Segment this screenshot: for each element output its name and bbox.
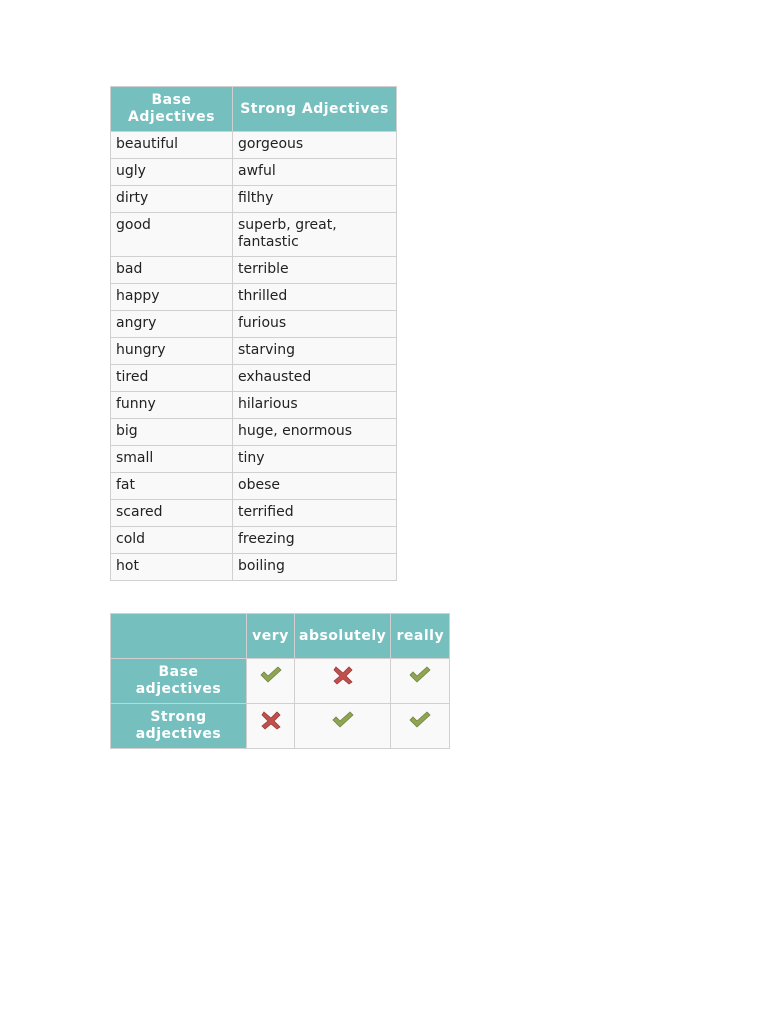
usage-cell-really xyxy=(391,704,450,749)
table-row xyxy=(111,446,397,473)
base-adjective-cell: scared xyxy=(111,500,233,527)
base-adjective-cell: cold xyxy=(111,527,233,554)
base-adjective-cell: fat xyxy=(111,473,233,500)
base-adjective-cell: bad xyxy=(111,257,233,284)
base-adjective-cell: ugly xyxy=(111,159,233,186)
check-icon xyxy=(259,665,283,685)
strong-adjective-cell: freezing xyxy=(233,527,397,554)
usage-cell-absolutely xyxy=(295,704,391,749)
table-row xyxy=(111,419,397,446)
table-row xyxy=(111,704,450,749)
base-adjective-cell: happy xyxy=(111,284,233,311)
table-row xyxy=(111,284,397,311)
header-base-adjectives: Base Adjectives xyxy=(111,87,233,132)
table-row xyxy=(111,365,397,392)
strong-adjective-cell: huge, enormous xyxy=(233,419,397,446)
base-adjective-cell: big xyxy=(111,419,233,446)
header-absolutely: absolutely xyxy=(295,614,391,659)
usage-header-row xyxy=(111,614,450,659)
table-row xyxy=(111,554,397,581)
base-adjective-cell: beautiful xyxy=(111,132,233,159)
strong-adjective-cell: terrified xyxy=(233,500,397,527)
base-adjective-cell: angry xyxy=(111,311,233,338)
table-row xyxy=(111,659,450,704)
table-row xyxy=(111,132,397,159)
strong-adjective-cell: gorgeous xyxy=(233,132,397,159)
adjectives-table xyxy=(110,86,397,581)
table-row xyxy=(111,213,397,257)
adjectives-body xyxy=(111,132,397,581)
base-adjective-cell: funny xyxy=(111,392,233,419)
usage-body xyxy=(111,659,450,749)
check-icon xyxy=(408,710,432,730)
adjectives-header-row xyxy=(111,87,397,132)
table-row xyxy=(111,159,397,186)
usage-row-label: Base adjectives xyxy=(111,659,247,704)
header-really: really xyxy=(391,614,450,659)
usage-cell-very xyxy=(247,659,295,704)
table-row xyxy=(111,500,397,527)
strong-adjective-cell: boiling xyxy=(233,554,397,581)
strong-adjective-cell: terrible xyxy=(233,257,397,284)
cross-icon xyxy=(331,665,355,685)
strong-adjective-cell: furious xyxy=(233,311,397,338)
table-row xyxy=(111,311,397,338)
usage-corner-cell xyxy=(111,614,247,659)
cross-icon xyxy=(259,710,283,730)
strong-adjective-cell: awful xyxy=(233,159,397,186)
intensifier-usage-table xyxy=(110,613,450,749)
table-row xyxy=(111,473,397,500)
strong-adjective-cell: superb, great, fantastic xyxy=(233,213,397,257)
usage-row-label: Strong adjectives xyxy=(111,704,247,749)
header-very: very xyxy=(247,614,295,659)
base-adjective-cell: good xyxy=(111,213,233,257)
strong-adjective-cell: exhausted xyxy=(233,365,397,392)
strong-adjective-cell: obese xyxy=(233,473,397,500)
base-adjective-cell: hungry xyxy=(111,338,233,365)
table-row xyxy=(111,527,397,554)
usage-cell-very xyxy=(247,704,295,749)
base-adjective-cell: hot xyxy=(111,554,233,581)
base-adjective-cell: dirty xyxy=(111,186,233,213)
table-row xyxy=(111,186,397,213)
usage-cell-absolutely xyxy=(295,659,391,704)
table-row xyxy=(111,392,397,419)
check-icon xyxy=(331,710,355,730)
table-row xyxy=(111,257,397,284)
strong-adjective-cell: hilarious xyxy=(233,392,397,419)
strong-adjective-cell: thrilled xyxy=(233,284,397,311)
header-strong-adjectives: Strong Adjectives xyxy=(233,87,397,132)
strong-adjective-cell: filthy xyxy=(233,186,397,213)
check-icon xyxy=(408,665,432,685)
base-adjective-cell: tired xyxy=(111,365,233,392)
table-row xyxy=(111,338,397,365)
base-adjective-cell: small xyxy=(111,446,233,473)
strong-adjective-cell: tiny xyxy=(233,446,397,473)
strong-adjective-cell: starving xyxy=(233,338,397,365)
usage-cell-really xyxy=(391,659,450,704)
